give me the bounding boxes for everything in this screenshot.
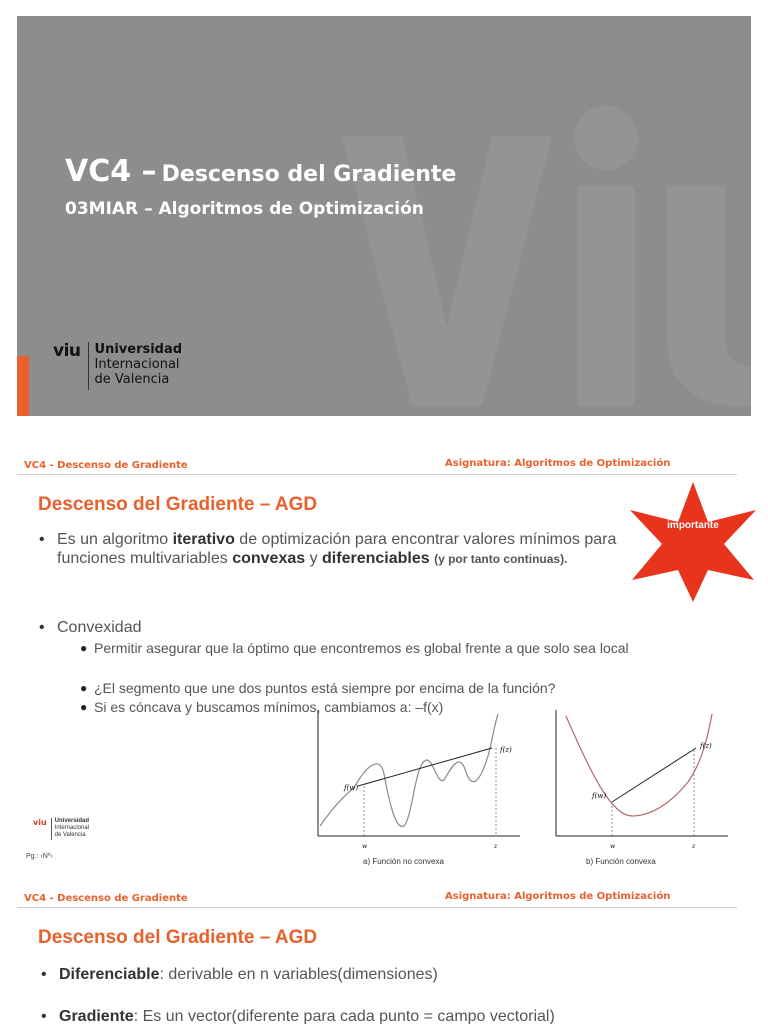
title-slide <box>17 16 751 416</box>
bullet-text: : derivable en n variables(dimensiones) <box>159 966 438 983</box>
slide-title <box>65 154 456 189</box>
caption-convex: b) Función convexa <box>586 857 656 866</box>
label-fw: f(w) <box>592 792 607 800</box>
bullet-dot: • <box>41 966 47 983</box>
bullet-dot: • <box>39 619 45 636</box>
bullet-dot: • <box>39 531 45 548</box>
slide-convexity <box>17 448 751 873</box>
caption-nonconvex: a) Función no convexa <box>363 857 444 866</box>
bold-term: convexas <box>232 550 306 567</box>
accent-bar <box>17 356 29 416</box>
label-w: w <box>362 843 368 850</box>
important-label: importante <box>667 520 719 531</box>
header-right: Asignatura: Algoritmos de Optimización <box>445 458 671 469</box>
sub-bullet-text: Si es cóncava y buscamos mínimos, cambiamos a: –f(x) <box>94 699 444 715</box>
label-w: w <box>610 843 616 850</box>
function-curve <box>566 714 712 816</box>
header-divider <box>17 474 737 475</box>
bold-term: Gradiente <box>59 1008 134 1024</box>
text-part: y <box>305 550 323 567</box>
bold-term: Diferenciable <box>59 966 160 983</box>
slide-subtitle: 03MIAR – Algoritmos de Optimización <box>65 199 424 219</box>
bold-term: iterativo <box>172 531 235 548</box>
logo-line1: Universidad <box>54 818 90 824</box>
sub-bullet <box>80 680 714 697</box>
sub-bullet <box>80 640 694 657</box>
bullet-dot: ● <box>80 681 88 695</box>
page-number: Pg.: ‹Nº› <box>26 853 53 860</box>
logo-line1: Universidad <box>94 342 183 357</box>
logo-names <box>55 818 89 839</box>
title-rest: Descenso del Gradiente <box>161 162 457 187</box>
bullet-dot: ● <box>80 700 88 714</box>
bullet-dot: • <box>41 1008 47 1024</box>
bullet-differentiable <box>41 965 699 984</box>
secant-line <box>358 748 492 786</box>
text-part: de optimización para encontrar valores mínimos para funciones multivariables <box>57 531 617 567</box>
bullet-convexity <box>39 618 142 637</box>
slide-heading: Descenso del Gradiente – AGD <box>38 494 318 515</box>
logo-mark: viu <box>53 341 81 361</box>
bold-term: diferenciables <box>322 550 430 567</box>
viu-watermark-icon <box>342 76 751 406</box>
logo-separator <box>88 342 89 390</box>
bullet-definition <box>39 530 647 569</box>
bullet-text: : Es un vector(diferente para cada punto = campo vectorial) <box>133 1008 555 1024</box>
function-curve <box>320 714 498 826</box>
header-right: Asignatura: Algoritmos de Optimización <box>445 891 671 902</box>
slide-gradient <box>17 881 751 1024</box>
secant-line <box>612 748 696 802</box>
slide-heading: Descenso del Gradiente – AGD <box>38 927 318 948</box>
logo-line3: de Valencia <box>54 832 86 838</box>
bullet-dot: ● <box>80 641 88 655</box>
logo-line2: Internacional <box>94 357 180 372</box>
university-logo-small <box>33 818 89 840</box>
label-z: z <box>692 843 696 850</box>
header-divider <box>17 907 737 908</box>
bullet-text: Convexidad <box>57 619 142 636</box>
text-part: Es un algoritmo <box>57 531 173 548</box>
logo-line3: de Valencia <box>94 372 170 387</box>
logo-mark: viu <box>33 818 47 827</box>
university-logo <box>53 342 182 390</box>
header-left: VC4 - Descenso de Gradiente <box>24 460 188 471</box>
star-icon <box>628 480 758 604</box>
sub-bullet-text: ¿El segmento que une dos puntos está siempre por encima de la función? <box>94 680 556 696</box>
nonconvex-graph <box>314 706 524 854</box>
bullet-gradient <box>41 1007 739 1024</box>
convex-graph <box>552 706 732 854</box>
label-fz: f(z) <box>700 742 712 750</box>
title-prefix: VC4 – <box>65 154 157 189</box>
label-fz: f(z) <box>500 746 512 754</box>
logo-separator <box>51 818 52 840</box>
logo-names <box>95 342 183 387</box>
header-left: VC4 - Descenso de Gradiente <box>24 893 188 904</box>
sub-bullet-text: Permitir asegurar que la óptimo que encontremos es global frente a que solo sea local <box>94 640 629 656</box>
label-z: z <box>494 843 498 850</box>
label-fw: f(w) <box>344 784 359 792</box>
logo-line2: Internacional <box>54 825 90 831</box>
small-note: (y por tanto continuas). <box>434 552 568 566</box>
